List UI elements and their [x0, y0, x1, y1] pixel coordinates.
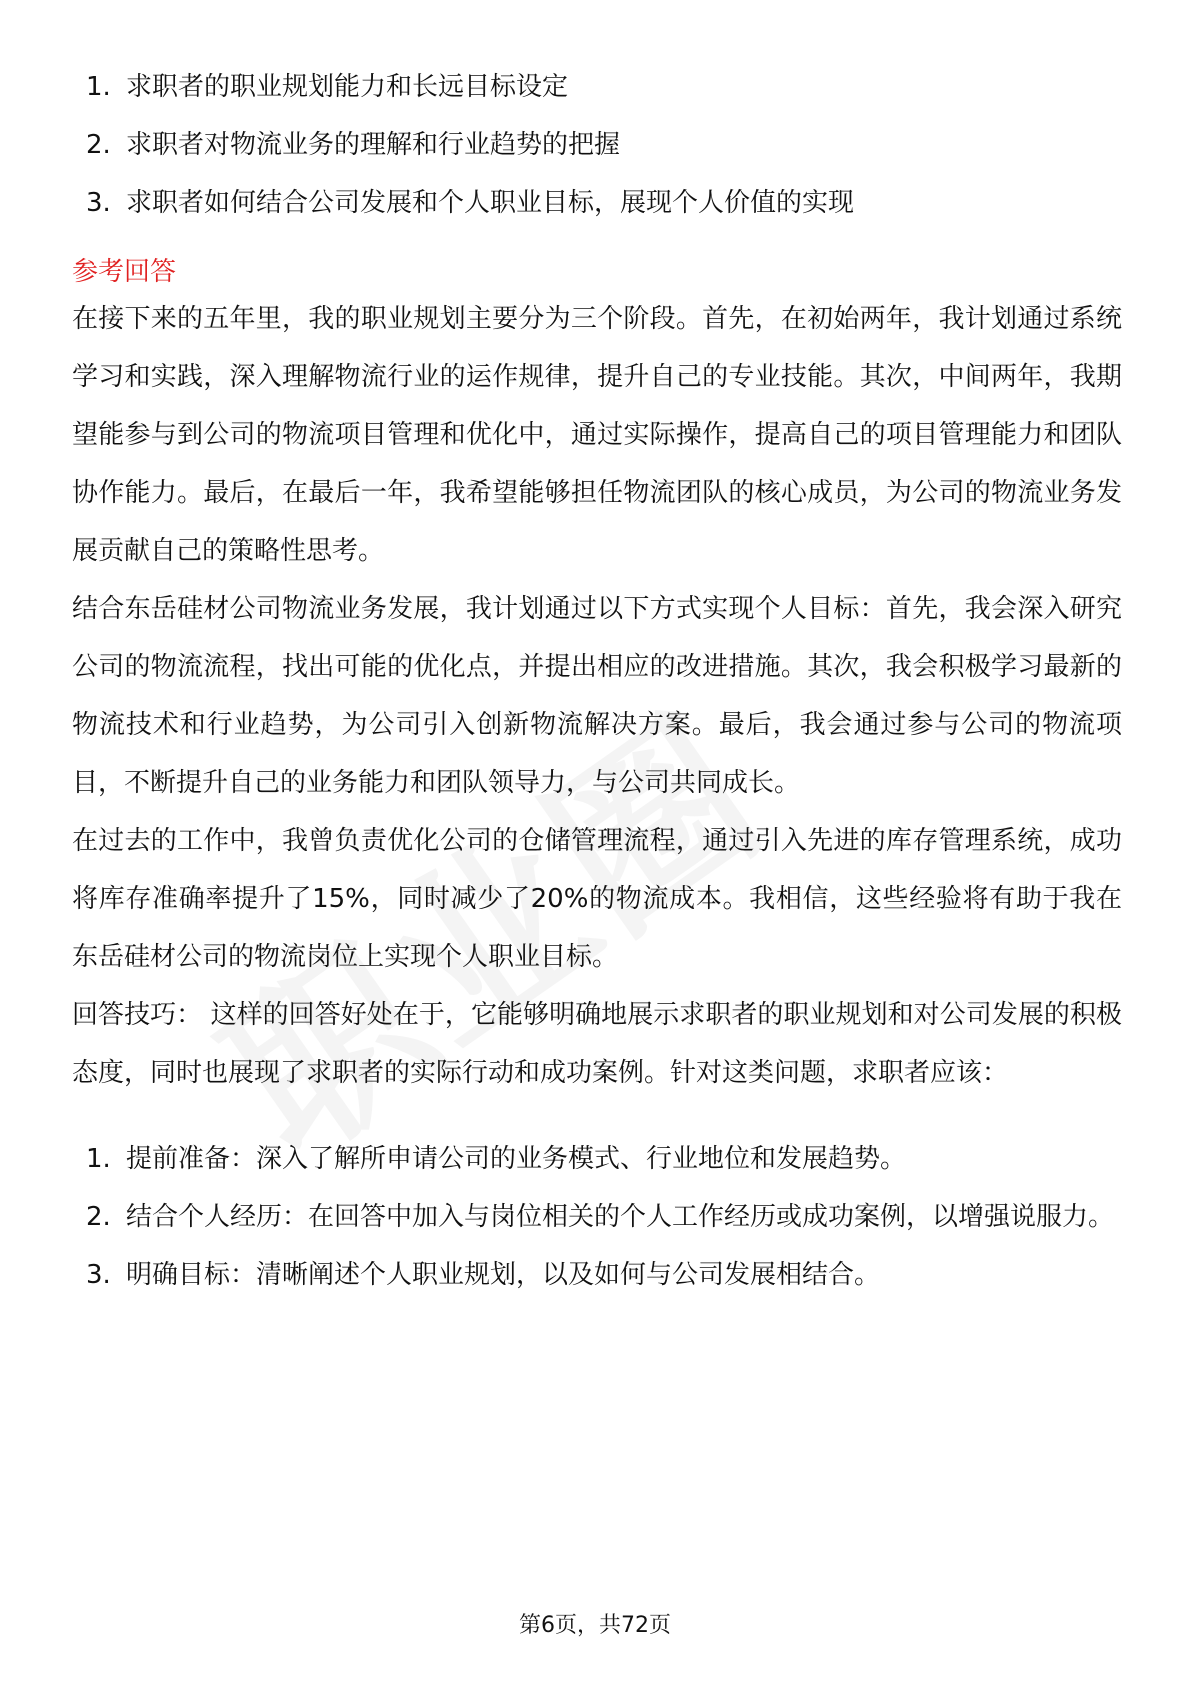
list-item-text: 求职者对物流业务的理解和行业趋势的把握 [126, 130, 621, 160]
answer-paragraph-1: 在接下来的五年里，我的职业规划主要分为三个阶段。首先，在初始两年，我计划通过系统学习和实践，深入理解物流行业的运作规律，提升自己的专业技能。其次，中间两年，我期望能参与到公司的物流项目管理和优化中，通过实际操作，提高自己的项目管理能力和团队协作能力。最后，在最后一年，我希望能够担任物流团队的核心成员，为公司的物流业务发展贡献自己的策略性思考。 [72, 304, 1122, 566]
list-item [72, 58, 1122, 116]
list-item-number: 3. [86, 1260, 111, 1290]
tips-list [72, 1130, 1122, 1304]
list-item-number: 1. [86, 1144, 111, 1174]
page-content [72, 58, 1122, 1304]
list-item [72, 116, 1122, 174]
list-item [72, 1188, 1122, 1246]
list-item-text: 明确目标：清晰阐述个人职业规划，以及如何与公司发展相结合。 [126, 1260, 881, 1290]
answer-paragraph-2: 结合东岳硅材公司物流业务发展，我计划通过以下方式实现个人目标：首先，我会深入研究公司的物流流程，找出可能的优化点，并提出相应的改进措施。其次，我会积极学习最新的物流技术和行业趋势，为公司引入创新物流解决方案。最后，我会通过参与公司的物流项目，不断提升自己的业务能力和团队领导力，与公司共同成长。 [72, 594, 1122, 798]
evaluation-points-list [72, 58, 1122, 232]
answer-paragraph-3: 在过去的工作中，我曾负责优化公司的仓储管理流程，通过引入先进的库存管理系统，成功将库存准确率提升了15%，同时减少了20%的物流成本。我相信，这些经验将有助于我在东岳硅材公司的物流岗位上实现个人职业目标。 [72, 826, 1122, 972]
list-item-number: 1. [86, 72, 111, 102]
list-item [72, 174, 1122, 232]
page-number-footer: 第6页，共72页 [519, 1613, 671, 1638]
list-item-number: 2. [86, 1202, 111, 1232]
answer-tips-paragraph: 回答技巧： 这样的回答好处在于，它能够明确地展示求职者的职业规划和对公司发展的积极态度，同时也展现了求职者的实际行动和成功案例。针对这类问题，求职者应该： [72, 1000, 1122, 1088]
list-item [72, 1130, 1122, 1188]
list-item-number: 3. [86, 188, 111, 218]
list-item [72, 1246, 1122, 1304]
list-item-number: 2. [86, 130, 111, 160]
list-item-text: 求职者的职业规划能力和长远目标设定 [126, 72, 569, 102]
list-item-text: 求职者如何结合公司发展和个人职业目标，展现个人价值的实现 [126, 188, 855, 218]
section-title-reference-answer: 参考回答 [72, 257, 177, 287]
list-item-text: 提前准备：深入了解所申请公司的业务模式、行业地位和发展趋势。 [126, 1144, 907, 1174]
list-item-text: 结合个人经历：在回答中加入与岗位相关的个人工作经历或成功案例，以增强说服力。 [126, 1202, 1115, 1232]
